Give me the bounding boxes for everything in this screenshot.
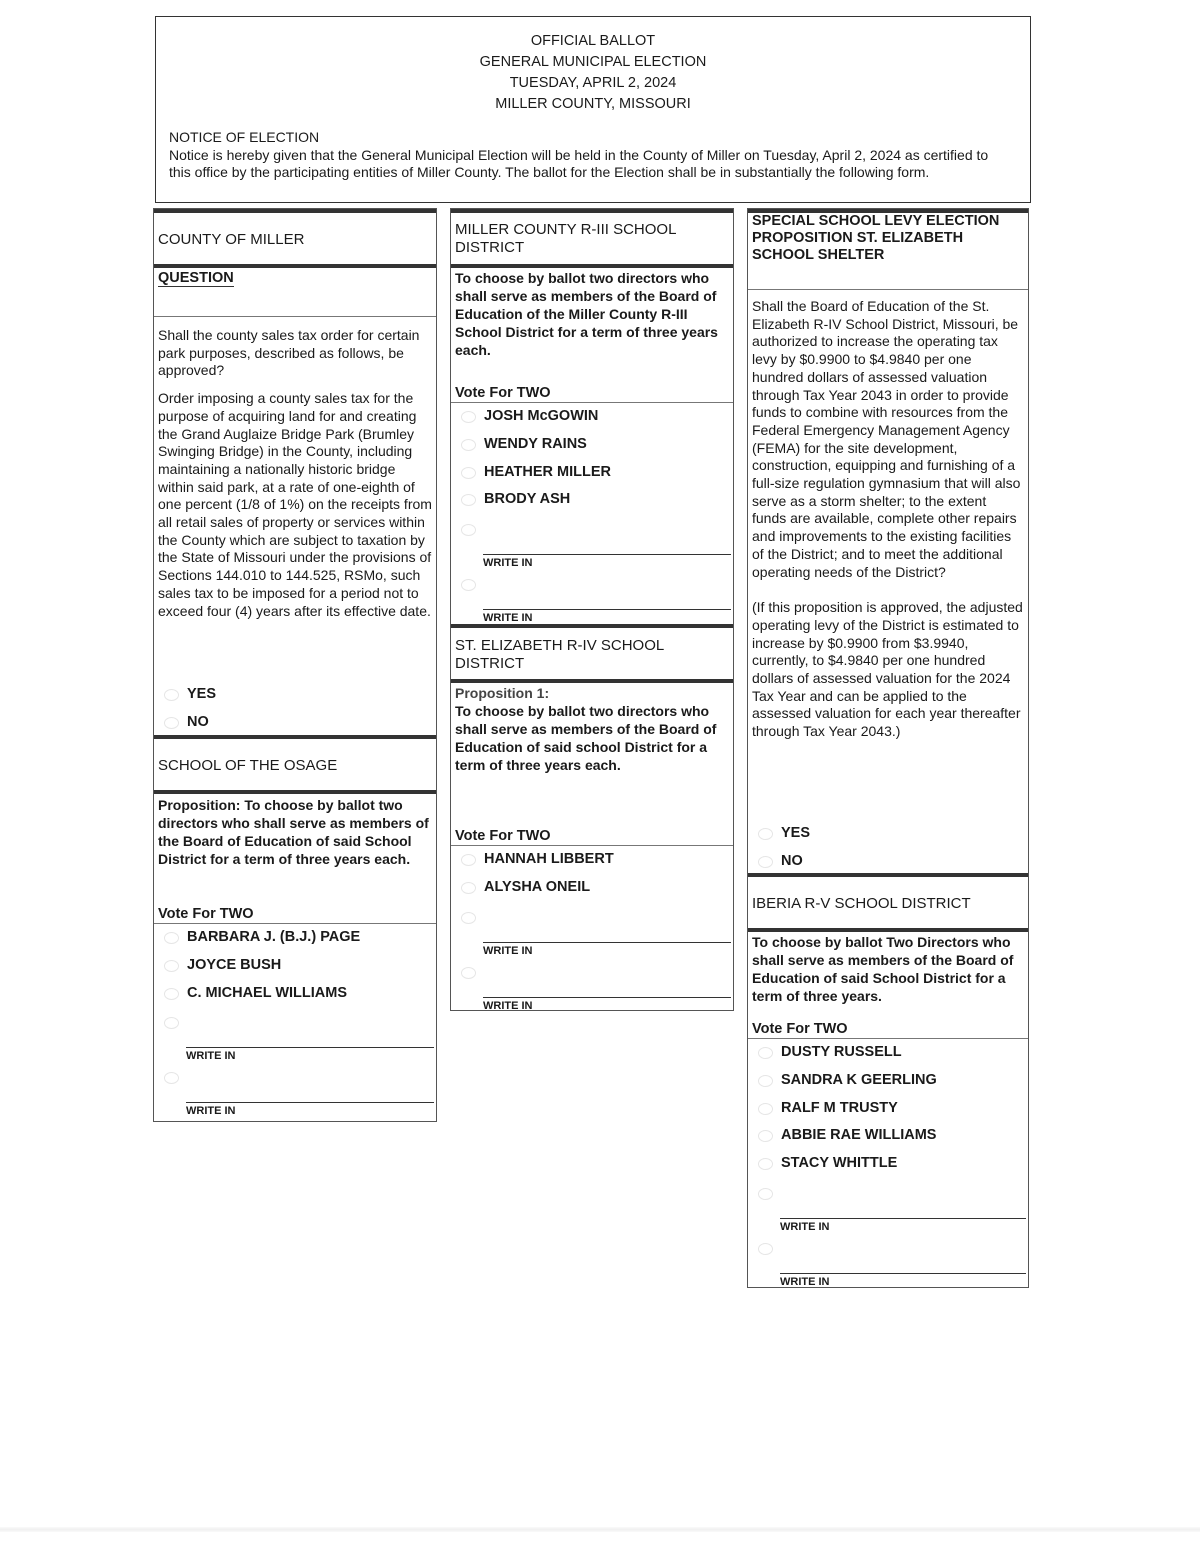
levy-option-yes[interactable] — [748, 820, 1028, 848]
iberia-heading-text: IBERIA R-V SCHOOL DISTRICT — [752, 895, 971, 912]
iberia-vote-for: Vote For TWO — [748, 1020, 1028, 1039]
st-elizabeth-proposition: To choose by ballot two directors who shall serve as members of the Board of Education of said school District for a term of three years each. — [455, 703, 717, 773]
st-elizabeth-write-in-1[interactable] — [451, 902, 733, 957]
county-order-text: Order imposing a county sales tax for the purpose of acquiring land for and creating the Grand Auglaize Bridge Park (Brumley Swinging Bridge) in the County, including maintaining a nationally historic bridge within said park, at a rate of one-eighth of one percent (1/8 of 1%) on the receipts from all retail sales of property or services within the County which are subject to taxation by the State of Missouri under the provisions of Sections 144.010 to 144.525, RSMo, such sales tax to be imposed for a period not to exceed four (4) years after its effective date. — [158, 390, 432, 619]
vote-oval[interactable] — [758, 828, 773, 840]
levy-question: Shall the Board of Education of the St. Elizabeth R-IV School District, Missouri, be authorized to increase the operating tax levy by $0.9900 to $4.9840 per one hundred dollars of assessed valuation through Tax Year 2043 in order to provide funds to combine with resources from the Federal Emergency Management Agency (FEMA) for the site development, construction, equipping and furnishing of a full-size regulation gymnasium that will also serve as a storm shelter; to the extent funds are available, complete other repairs and improvements to the existing facilities of the District; and to meet the additional operating needs of the District? — [752, 298, 1021, 580]
option-label: NO — [781, 852, 803, 869]
write-in-line[interactable] — [483, 554, 731, 555]
vote-oval[interactable] — [461, 967, 476, 979]
candidate-alysha-oneil[interactable] — [451, 874, 733, 902]
st-elizabeth-heading — [451, 624, 733, 679]
special-levy-section — [747, 208, 1029, 878]
vote-oval[interactable] — [164, 960, 179, 972]
vote-oval[interactable] — [164, 988, 179, 1000]
election-name: GENERAL MUNICIPAL ELECTION — [479, 54, 707, 70]
notice-text: Notice is hereby given that the General Municipal Election will be held in the County of Miller on Tuesday, April 2, 2024 as certified to this office by the participating entities of Miller County. The ballot for the Election shall be in substantially the following form. — [169, 146, 989, 180]
ballot-titles — [156, 31, 1030, 115]
candidate-stacy-whittle[interactable] — [748, 1150, 1028, 1178]
candidate-joyce-bush[interactable] — [154, 952, 436, 980]
vote-oval[interactable] — [758, 1188, 773, 1200]
write-in-label: WRITE IN — [780, 1220, 830, 1233]
election-date: TUESDAY, APRIL 2, 2024 — [509, 75, 677, 91]
question-label-text: QUESTION — [158, 270, 234, 286]
write-in-label: WRITE IN — [483, 944, 533, 957]
county-name: MILLER COUNTY, MISSOURI — [495, 96, 691, 112]
vote-oval[interactable] — [758, 1047, 773, 1059]
st-elizabeth-heading-text: ST. ELIZABETH R-IV SCHOOL DISTRICT — [455, 637, 664, 672]
osage-write-in-2[interactable] — [154, 1062, 436, 1117]
levy-heading — [748, 209, 1028, 289]
write-in-label: WRITE IN — [483, 999, 533, 1012]
miller-r3-write-in-1[interactable] — [451, 514, 733, 569]
notice-heading: NOTICE OF ELECTION — [169, 129, 320, 145]
divider — [154, 316, 436, 317]
vote-oval[interactable] — [461, 882, 476, 894]
candidate-abbie-rae-williams[interactable] — [748, 1122, 1028, 1150]
candidate-heather-miller[interactable] — [451, 459, 733, 487]
candidate-name: WENDY RAINS — [484, 435, 587, 452]
osage-write-in-1[interactable] — [154, 1007, 436, 1062]
candidate-name: JOYCE BUSH — [187, 956, 282, 973]
candidate-name: STACY WHITTLE — [781, 1155, 898, 1172]
levy-note: (If this proposition is approved, the adjusted operating levy of the District is estimated to increase by $0.9900 from $3.9940, currently, to $4.9840 per one hundred dollars of assessed valuation for the 2024 Tax Year and can be applied to the assessed valuation for each year thereafter through Tax Year 2043.) — [752, 599, 1023, 740]
candidate-name: JOSH McGOWIN — [484, 408, 599, 424]
write-in-line[interactable] — [186, 1102, 434, 1103]
st-elizabeth-proposition-block — [451, 679, 733, 827]
vote-oval[interactable] — [758, 1158, 773, 1170]
candidate-c-michael-williams[interactable] — [154, 980, 436, 1008]
write-in-line[interactable] — [780, 1218, 1026, 1219]
vote-oval[interactable] — [461, 524, 476, 536]
county-of-miller-section — [153, 208, 437, 740]
candidate-name: ABBIE RAE WILLIAMS — [781, 1127, 937, 1144]
county-heading — [154, 209, 436, 264]
county-option-yes[interactable] — [154, 681, 436, 709]
osage-proposition: Proposition: To choose by ballot two directors who shall serve as members of the Board of Education of said School District for a term of three years each. — [154, 790, 436, 900]
osage-heading — [154, 735, 436, 790]
vote-oval[interactable] — [461, 854, 476, 866]
candidate-name: SANDRA K GEERLING — [781, 1071, 937, 1088]
candidate-name: C. MICHAEL WILLIAMS — [187, 984, 348, 1001]
miller-r3-write-in-2[interactable] — [451, 569, 733, 624]
proposition-label: Proposition 1: — [455, 685, 550, 701]
write-in-line[interactable] — [483, 609, 731, 610]
candidate-name: HANNAH LIBBERT — [484, 851, 614, 867]
candidate-name: BRODY ASH — [484, 491, 571, 508]
vote-oval[interactable] — [461, 467, 476, 479]
vote-oval[interactable] — [758, 1243, 773, 1255]
candidate-dusty-russell[interactable] — [748, 1039, 1028, 1067]
vote-oval[interactable] — [758, 1075, 773, 1087]
vote-oval[interactable] — [461, 494, 476, 506]
st-elizabeth-vote-for: Vote For TWO — [451, 827, 733, 846]
write-in-label: WRITE IN — [186, 1050, 236, 1063]
notice-of-election — [169, 129, 1008, 182]
candidate-barbara-page[interactable] — [154, 924, 436, 952]
vote-oval[interactable] — [758, 1103, 773, 1115]
vote-oval[interactable] — [758, 856, 773, 868]
iberia-write-in-2[interactable] — [748, 1233, 1028, 1288]
vote-oval[interactable] — [461, 912, 476, 924]
county-heading-text: COUNTY OF MILLER — [158, 231, 305, 248]
vote-oval[interactable] — [164, 717, 179, 729]
levy-option-no[interactable] — [748, 848, 1028, 876]
vote-oval[interactable] — [164, 932, 179, 944]
iberia-proposition: To choose by ballot Two Directors who shall serve as members of the Board of Education of said School District for a term of three years. — [748, 928, 1028, 1020]
vote-oval[interactable] — [461, 439, 476, 451]
candidate-josh-mcgowin[interactable] — [451, 403, 733, 431]
question-label — [154, 264, 436, 316]
candidate-name: RALF M TRUSTY — [781, 1099, 898, 1116]
osage-vote-for: Vote For TWO — [154, 905, 436, 924]
vote-oval[interactable] — [758, 1130, 773, 1142]
iberia-heading — [748, 873, 1028, 928]
miller-r3-vote-for: Vote For TWO — [451, 384, 733, 403]
option-label: YES — [187, 686, 217, 702]
write-in-label: WRITE IN — [186, 1105, 236, 1118]
levy-options — [748, 820, 1028, 876]
write-in-line[interactable] — [186, 1047, 434, 1048]
levy-heading-text: SPECIAL SCHOOL LEVY ELECTION PROPOSITION ST. ELIZABETH SCHOOL SHELTER — [752, 213, 1000, 263]
vote-oval[interactable] — [164, 1017, 179, 1029]
county-question: Shall the county sales tax order for certain park purposes, described as follows, be approved? — [158, 327, 420, 379]
county-options — [154, 681, 436, 737]
divider — [748, 289, 1028, 290]
st-elizabeth-write-in-2[interactable] — [451, 957, 733, 1012]
write-in-line[interactable] — [483, 942, 731, 943]
scan-artifact — [0, 1527, 1200, 1532]
write-in-line[interactable] — [780, 1273, 1026, 1274]
candidate-brody-ash[interactable] — [451, 486, 733, 514]
candidate-wendy-rains[interactable] — [451, 431, 733, 459]
vote-oval[interactable] — [164, 1072, 179, 1084]
write-in-line[interactable] — [483, 997, 731, 998]
miller-r3-proposition: To choose by ballot two directors who shall serve as members of the Board of Education of the Miller County R-III School District for a term of three years each. — [451, 264, 733, 384]
school-of-osage-section — [153, 735, 437, 1122]
iberia-section — [747, 873, 1029, 1288]
iberia-write-in-1[interactable] — [748, 1178, 1028, 1233]
option-label: YES — [781, 825, 811, 841]
candidate-sandra-geerling[interactable] — [748, 1067, 1028, 1095]
candidate-name: HEATHER MILLER — [484, 463, 612, 480]
candidate-name: ALYSHA ONEIL — [484, 878, 591, 895]
miller-r3-heading — [451, 209, 733, 264]
vote-oval[interactable] — [164, 689, 179, 701]
write-in-label: WRITE IN — [483, 612, 533, 625]
ballot-header — [155, 16, 1031, 203]
write-in-label: WRITE IN — [483, 557, 533, 570]
candidate-ralf-trusty[interactable] — [748, 1095, 1028, 1123]
ballot-title: OFFICIAL BALLOT — [530, 33, 656, 49]
write-in-label: WRITE IN — [780, 1275, 830, 1288]
option-label: NO — [187, 713, 209, 730]
osage-heading-text: SCHOOL OF THE OSAGE — [158, 757, 338, 774]
st-elizabeth-section — [450, 624, 734, 1011]
miller-r3-heading-text: MILLER COUNTY R-III SCHOOL DISTRICT — [455, 221, 676, 256]
vote-oval[interactable] — [461, 579, 476, 591]
miller-r3-section — [450, 208, 734, 629]
county-option-no[interactable] — [154, 709, 436, 737]
candidate-name: DUSTY RUSSELL — [781, 1044, 902, 1060]
candidate-name: BARBARA J. (B.J.) PAGE — [187, 929, 361, 945]
vote-oval[interactable] — [461, 411, 476, 423]
candidate-hannah-libbert[interactable] — [451, 846, 733, 874]
